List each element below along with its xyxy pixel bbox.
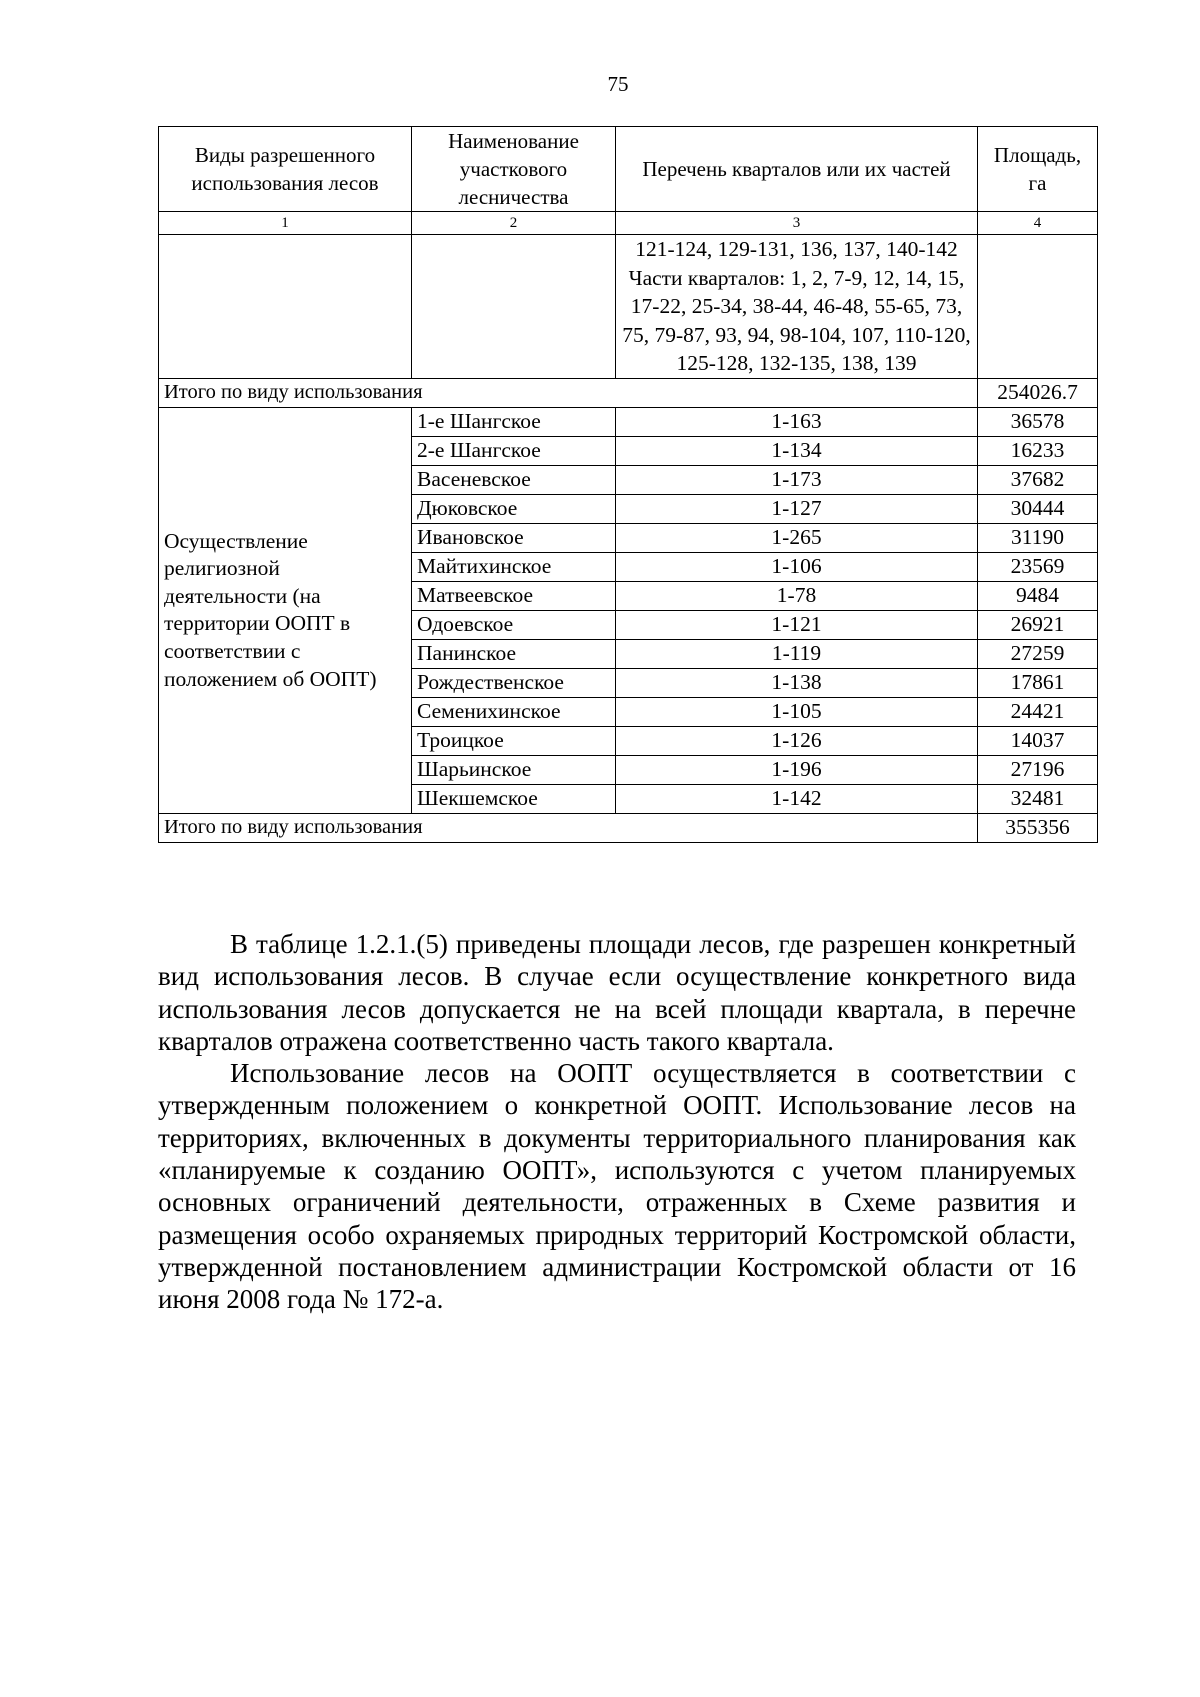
area-value: 17861	[978, 668, 1098, 697]
area-value: 37682	[978, 465, 1098, 494]
subtotal-row	[159, 378, 1098, 407]
column-number: 4	[978, 212, 1098, 235]
quarters-range: 1-121	[616, 610, 978, 639]
area-value: 31190	[978, 523, 1098, 552]
forestry-name: 2-е Шангское	[412, 436, 616, 465]
quarters-range: 1-138	[616, 668, 978, 697]
empty-cell	[159, 235, 412, 379]
area-value: 23569	[978, 552, 1098, 581]
area-value: 30444	[978, 494, 1098, 523]
empty-cell	[412, 235, 616, 379]
forestry-name: Троицкое	[412, 726, 616, 755]
body-text	[158, 928, 1076, 1316]
page-number: 75	[607, 72, 629, 96]
area-value: 36578	[978, 407, 1098, 436]
forestry-name: Ивановское	[412, 523, 616, 552]
forestry-name: Матвеевское	[412, 581, 616, 610]
quarters-range: 1-105	[616, 697, 978, 726]
forestry-name: 1-е Шангское	[412, 407, 616, 436]
forestry-name: Майтихинское	[412, 552, 616, 581]
quarters-range: 1-78	[616, 581, 978, 610]
forestry-name: Семенихинское	[412, 697, 616, 726]
quarters-range: 1-142	[616, 784, 978, 813]
quarters-range: 1-173	[616, 465, 978, 494]
forest-use-table	[158, 126, 1098, 843]
area-value: 32481	[978, 784, 1098, 813]
subtotal-label: Итого по виду использования	[159, 378, 978, 407]
header-forestry-name: Наименование участкового лесничества	[412, 127, 616, 212]
quarters-range: 1-265	[616, 523, 978, 552]
quarters-range: 1-163	[616, 407, 978, 436]
area-value: 27259	[978, 639, 1098, 668]
subtotal-label: Итого по виду использования	[159, 813, 978, 842]
forestry-name: Дюковское	[412, 494, 616, 523]
area-value: 24421	[978, 697, 1098, 726]
subtotal-value: 355356	[978, 813, 1098, 842]
forestry-name: Панинское	[412, 639, 616, 668]
forestry-name: Одоевское	[412, 610, 616, 639]
table-header-row	[159, 127, 1098, 212]
quarters-range: 1-106	[616, 552, 978, 581]
forestry-name: Шарьинское	[412, 755, 616, 784]
quarters-range: 1-119	[616, 639, 978, 668]
column-number: 1	[159, 212, 412, 235]
table-column-number-row	[159, 212, 1098, 235]
quarters-range: 1-127	[616, 494, 978, 523]
subtotal-value: 254026.7	[978, 378, 1098, 407]
quarters-range: 1-126	[616, 726, 978, 755]
quarters-list-cell	[616, 235, 978, 379]
empty-cell	[978, 235, 1098, 379]
header-area: Площадь, га	[978, 127, 1098, 212]
quarter-parts-list: Части кварталов: 1, 2, 7-9, 12, 14, 15, 17-22, 25-34, 38-44, 46-48, 55-65, 73, 75, 79-87, 93, 94, 98-104, 107, 110-120, 125-128, 132-135, 138, 139	[622, 265, 971, 376]
quarters-range: 1-196	[616, 755, 978, 784]
forestry-name: Васеневское	[412, 465, 616, 494]
area-value: 26921	[978, 610, 1098, 639]
subtotal-row	[159, 813, 1098, 842]
header-use-type: Виды разрешенного использования лесов	[159, 127, 412, 212]
area-value: 14037	[978, 726, 1098, 755]
column-number: 3	[616, 212, 978, 235]
paragraph: В таблице 1.2.1.(5) приведены площади лесов, где разрешен конкретный вид использования лесов. В случае если осуществление конкретного вида использования лесов допускается не на всей площади квартала, в перечне кварталов отражена соответственно часть такого квартала.	[158, 929, 1076, 1056]
area-value: 9484	[978, 581, 1098, 610]
header-quarters: Перечень кварталов или их частей	[616, 127, 978, 212]
area-value: 16233	[978, 436, 1098, 465]
paragraph: Использование лесов на ООПТ осуществляется в соответствии с утвержденным положением о конкретной ООПТ. Использование лесов на территориях, включенных в документы территориального планирования как «планируемые к созданию ООПТ», используются с учетом планируемых основных ограничений деятельности, отраженных в Схеме развития и размещения особо охраняемых природных территорий Костромской области, утвержденной постановлением администрации Костромской области от 16 июня 2008 года № 172-а.	[158, 1058, 1076, 1315]
quarters-list: 121-124, 129-131, 136, 137, 140-142	[635, 237, 958, 261]
quarters-range: 1-134	[616, 436, 978, 465]
use-type-cell: Осуществление религиозной деятельности (на территории ООПТ в соответствии с положением об ООПТ)	[159, 407, 412, 813]
column-number: 2	[412, 212, 616, 235]
area-value: 27196	[978, 755, 1098, 784]
table-row	[159, 407, 1098, 436]
forestry-name: Шекшемское	[412, 784, 616, 813]
continuation-row	[159, 235, 1098, 379]
forestry-name: Рождественское	[412, 668, 616, 697]
